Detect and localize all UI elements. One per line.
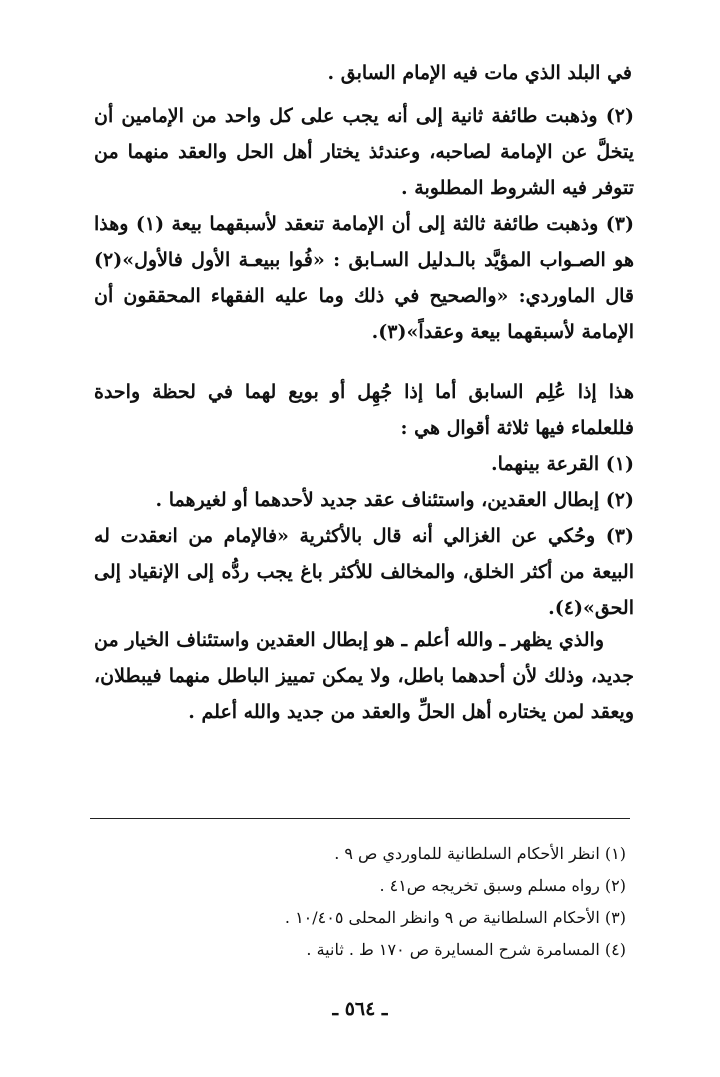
footnote-2: (٢) رواه مسلم وسبق تخريجه ص٤١ . <box>379 876 626 895</box>
footnotes-section <box>106 838 626 966</box>
footnote-3: (٣) الأحكام السلطانية ص ٩ وانظر المحلى ١٠/٤٠٥ . <box>284 908 626 927</box>
opinion-item-3: (٣) وذهبت طائفة ثالثة إلى أن الإمامة تنعقد لأسبقهما بيعة (١) وهذا هو الصـواب المؤيَّد بالـدليل السـابق : «فُوا ببيعـة الأول فالأول»(٢) قال الماوردي: «والصحيح في ذلك وما عليه الفقهاء المحققون أن الإمامة لأسبقهما بيعة وعقداً»(٣). <box>94 213 634 343</box>
footnote-4: (٤) المسامرة شرح المسايرة ص ١٧٠ ط . ثانية . <box>306 940 626 959</box>
main-text-block <box>94 98 634 350</box>
conclusion-block <box>94 622 634 730</box>
scholar-opinion-3: (٣) وحُكي عن الغزالي أنه قال بالأكثرية «فالإمام من انعقدت له البيعة من أكثر الخلق، والمخالف للأكثر باغ يجب ردُّه إلى الإنقياد إلى الحق»(٤). <box>94 525 634 619</box>
footnote-1: (١) انظر الأحكام السلطانية للماوردي ص ٩ . <box>334 844 626 863</box>
scholar-opinion-2: (٢) إبطال العقدين، واستئناف عقد جديد لأحدهما أو لغيرهما . <box>155 489 634 511</box>
page-number: ـ ٥٦٤ ـ <box>332 998 388 1020</box>
scholar-opinion-1: (١) القرعة بينهما. <box>490 453 634 475</box>
footnote-divider <box>90 818 630 819</box>
continuation-line: في البلد الذي مات فيه الإمام السابق . <box>327 62 632 84</box>
opinion-item-2: (٢) وذهبت طائفة ثانية إلى أنه يجب على كل واحد من الإمامين أن يتخلَّ عن الإمامة لصاحبه، وعندئذ يختار أهل الحل والعقد منهما من تتوفر فيه الشروط المطلوبة . <box>94 105 634 199</box>
paragraph-unknown-precedence: هذا إذا عُلِم السابق أما إذا جُهِل أو بويع لهما في لحظة واحدة فللعلماء فيها ثلاثة أقوال هي : <box>94 381 634 439</box>
second-paragraph-block <box>94 374 634 626</box>
conclusion-paragraph: والذي يظهر ـ والله أعلم ـ هو إبطال العقدين واستئناف الخيار من جديد، وذلك لأن أحدهما باطل، ولا يمكن تمييز الباطل منهما فيبطلان، ويعقد لمن يختاره أهل الحلِّ والعقد من جديد والله أعلم . <box>94 629 634 723</box>
